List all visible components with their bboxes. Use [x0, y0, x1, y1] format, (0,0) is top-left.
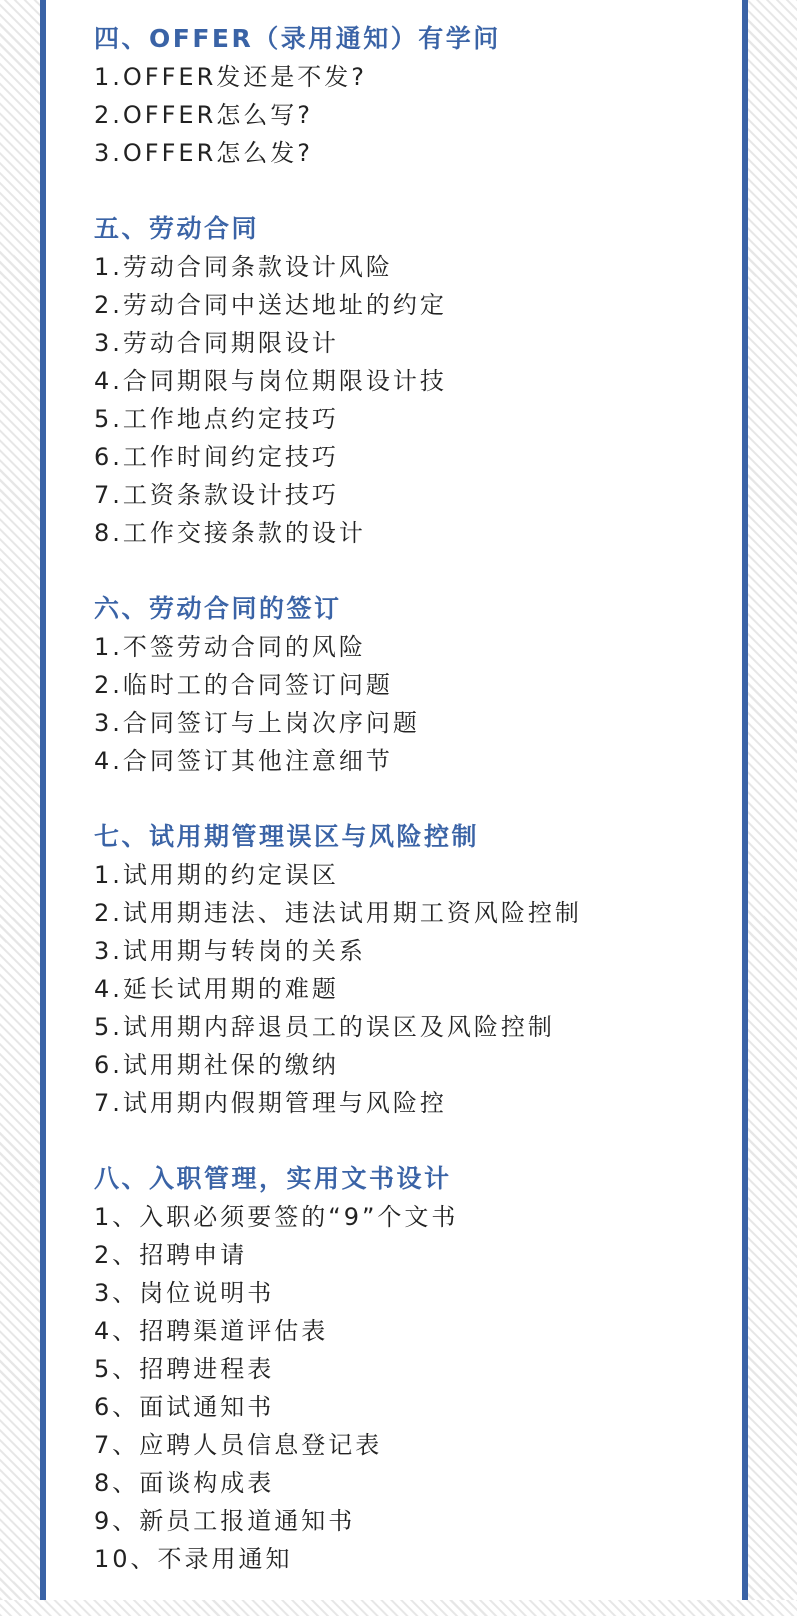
- section-title: 六、劳动合同的签订: [94, 594, 342, 623]
- list-item: 3.OFFER怎么发?: [94, 139, 313, 167]
- section-labor-contract: [94, 210, 732, 552]
- section-title: 五、劳动合同: [94, 214, 260, 243]
- list-item: 1.劳动合同条款设计风险: [94, 253, 393, 281]
- list-item: 6.工作时间约定技巧: [94, 443, 339, 471]
- list-item: 8、面谈构成表: [94, 1469, 275, 1497]
- section-title: 八、入职管理，实用文书设计: [94, 1164, 452, 1193]
- list-item: 2.试用期违法、违法试用期工资风险控制: [94, 899, 582, 927]
- list-item: 2.临时工的合同签订问题: [94, 671, 393, 699]
- list-item: 3.合同签订与上岗次序问题: [94, 709, 420, 737]
- list-item: 2、招聘申请: [94, 1241, 248, 1269]
- section-title: 四、OFFER（录用通知）有学问: [94, 24, 501, 53]
- list-item: 1.不签劳动合同的风险: [94, 633, 366, 661]
- list-item: 4.合同签订其他注意细节: [94, 747, 393, 775]
- list-item: 1.试用期的约定误区: [94, 861, 339, 889]
- section-probation: [94, 818, 732, 1122]
- list-item: 6、面试通知书: [94, 1393, 275, 1421]
- list-item: 5、招聘进程表: [94, 1355, 275, 1383]
- list-item: 7.工资条款设计技巧: [94, 481, 339, 509]
- list-item: 3、岗位说明书: [94, 1279, 275, 1307]
- list-item: 5.试用期内辞退员工的误区及风险控制: [94, 1013, 555, 1041]
- list-item: 1、入职必须要签的“9”个文书: [94, 1203, 459, 1231]
- section-offer: [94, 20, 732, 172]
- list-item: 4、招聘渠道评估表: [94, 1317, 329, 1345]
- list-item: 5.工作地点约定技巧: [94, 405, 339, 433]
- list-item: 4.合同期限与岗位期限设计技: [94, 367, 447, 395]
- list-item: 3.试用期与转岗的关系: [94, 937, 366, 965]
- list-item: 7、应聘人员信息登记表: [94, 1431, 383, 1459]
- list-item: 4.延长试用期的难题: [94, 975, 339, 1003]
- list-item: 7.试用期内假期管理与风险控: [94, 1089, 447, 1117]
- content-card: [40, 0, 748, 1600]
- list-item: 2.劳动合同中送达地址的约定: [94, 291, 447, 319]
- list-item: 6.试用期社保的缴纳: [94, 1051, 339, 1079]
- list-item: 1.OFFER发还是不发?: [94, 63, 367, 91]
- section-contract-signing: [94, 590, 732, 780]
- list-item: 9、新员工报道通知书: [94, 1507, 356, 1535]
- section-title: 七、试用期管理误区与风险控制: [94, 822, 480, 851]
- list-item: 10、不录用通知: [94, 1545, 293, 1573]
- outline-content: [94, 20, 732, 1616]
- list-item: 8.工作交接条款的设计: [94, 519, 366, 547]
- list-item: 2.OFFER怎么写?: [94, 101, 313, 129]
- section-onboarding: [94, 1160, 732, 1578]
- list-item: 3.劳动合同期限设计: [94, 329, 339, 357]
